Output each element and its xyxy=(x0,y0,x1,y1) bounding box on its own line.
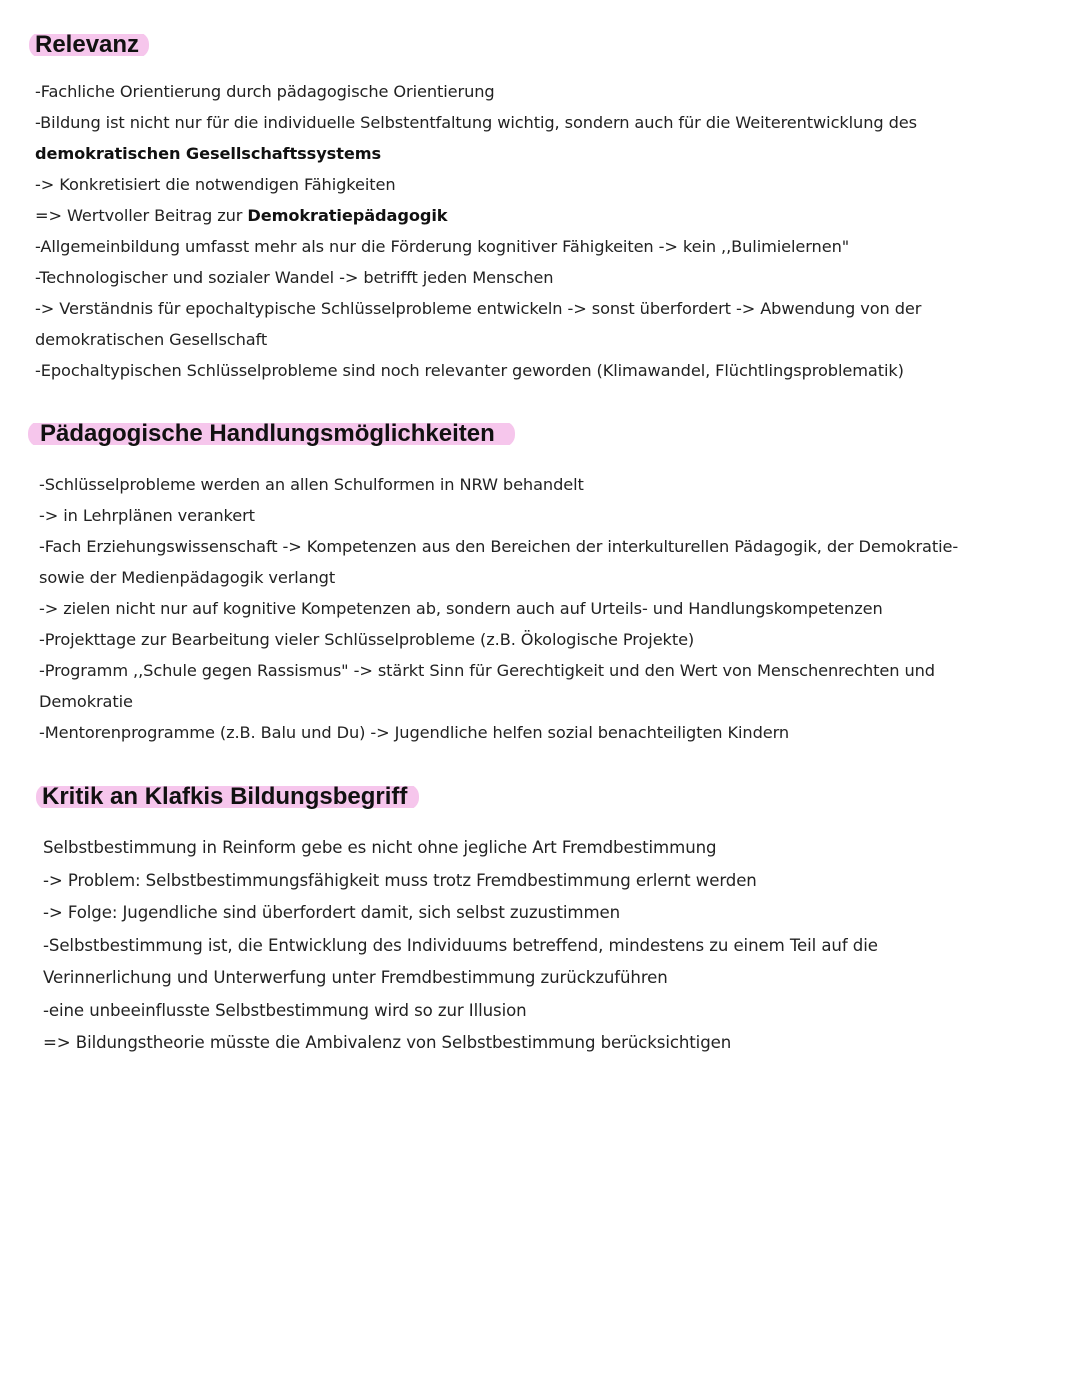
paedagogik-text xyxy=(39,469,958,748)
text-fragment-bold: Demokratiepädagogik xyxy=(247,206,448,225)
section-kritik xyxy=(36,784,878,1060)
text-line: -Schlüsselprobleme werden an allen Schulformen in NRW behandelt xyxy=(39,475,584,494)
text-line: sowie der Medienpädagogik verlangt xyxy=(39,568,336,587)
text-line: Verinnerlichung und Unterwerfung unter Fremdbestimmung zurückzuführen xyxy=(43,968,668,987)
text-line: demokratischen Gesellschaft xyxy=(35,330,268,349)
text-line: -eine unbeeinflusste Selbstbestimmung wird so zur Illusion xyxy=(43,1000,527,1020)
text-line: -Epochaltypischen Schlüsselprobleme sind noch relevanter geworden (Klimawandel, Flüchtlingsproblematik) xyxy=(35,361,904,380)
section-paedagogische-handlungsmoeglichkeiten xyxy=(28,421,958,748)
text-line: -> Konkretisiert die notwendigen Fähigkeiten xyxy=(35,175,396,194)
text-line: -Allgemeinbildung umfasst mehr als nur die Förderung kognitiver Fähigkeiten -> kein ,,Bulimielernen" xyxy=(35,237,850,256)
heading-kritik: Kritik an Klafkis Bildungsbegriff xyxy=(36,784,419,810)
section-relevanz xyxy=(29,32,921,386)
text-line: => Bildungstheorie müsste die Ambivalenz von Selbstbestimmung berücksichtigen xyxy=(43,1033,732,1052)
text-line: -> Problem: Selbstbestimmungsfähigkeit muss trotz Fremdbestimmung erlernt werden xyxy=(43,870,757,890)
text-line: -Bildung ist nicht nur für die individuelle Selbstentfaltung wichtig, sondern auch für die Weiterentwicklung des xyxy=(35,113,917,132)
text-line: -> Verständnis für epochaltypische Schlüsselprobleme entwickeln -> sonst überfordert -> Abwendung von der xyxy=(35,299,922,318)
text-line: -Projekttage zur Bearbeitung vieler Schlüsselprobleme (z.B. Ökologische Projekte) xyxy=(39,630,695,649)
text-line: Demokratie xyxy=(39,692,133,711)
text-line: -Technologischer und sozialer Wandel -> betrifft jeden Menschen xyxy=(35,268,554,287)
text-line: -Fachliche Orientierung durch pädagogische Orientierung xyxy=(35,82,495,101)
text-line: -> Folge: Jugendliche sind überfordert damit, sich selbst zuzustimmen xyxy=(43,903,621,922)
text-line-bold: demokratischen Gesellschaftssystems xyxy=(35,144,382,163)
text-line: -Mentorenprogramme (z.B. Balu und Du) -> Jugendliche helfen sozial benachteiligten Kindern xyxy=(39,723,790,742)
text-line: Selbstbestimmung in Reinform gebe es nicht ohne jegliche Art Fremdbestimmung xyxy=(43,838,717,857)
text-line: -Programm ,,Schule gegen Rassismus" -> stärkt Sinn für Gerechtigkeit und den Wert von Menschenrechten und xyxy=(39,661,935,680)
text-line: -> in Lehrplänen verankert xyxy=(39,506,255,525)
text-line xyxy=(35,200,921,231)
relevanz-text xyxy=(35,76,921,386)
heading-relevanz: Relevanz xyxy=(29,32,149,58)
text-line: -Fach Erziehungswissenschaft -> Kompetenzen aus den Bereichen der interkulturellen Pädagogik, der Demokratie- xyxy=(39,537,959,556)
text-line: -Selbstbestimmung ist, die Entwicklung des Individuums betreffend, mindestens zu einem Teil auf die xyxy=(43,935,878,955)
kritik-text xyxy=(43,832,878,1060)
text-line: -> zielen nicht nur auf kognitive Kompetenzen ab, sondern auch auf Urteils- und Handlungskompetenzen xyxy=(39,599,883,618)
text-fragment: => Wertvoller Beitrag zur xyxy=(35,206,248,225)
heading-paedagogische-handlungsmoeglichkeiten: Pädagogische Handlungsmöglichkeiten xyxy=(28,421,515,447)
